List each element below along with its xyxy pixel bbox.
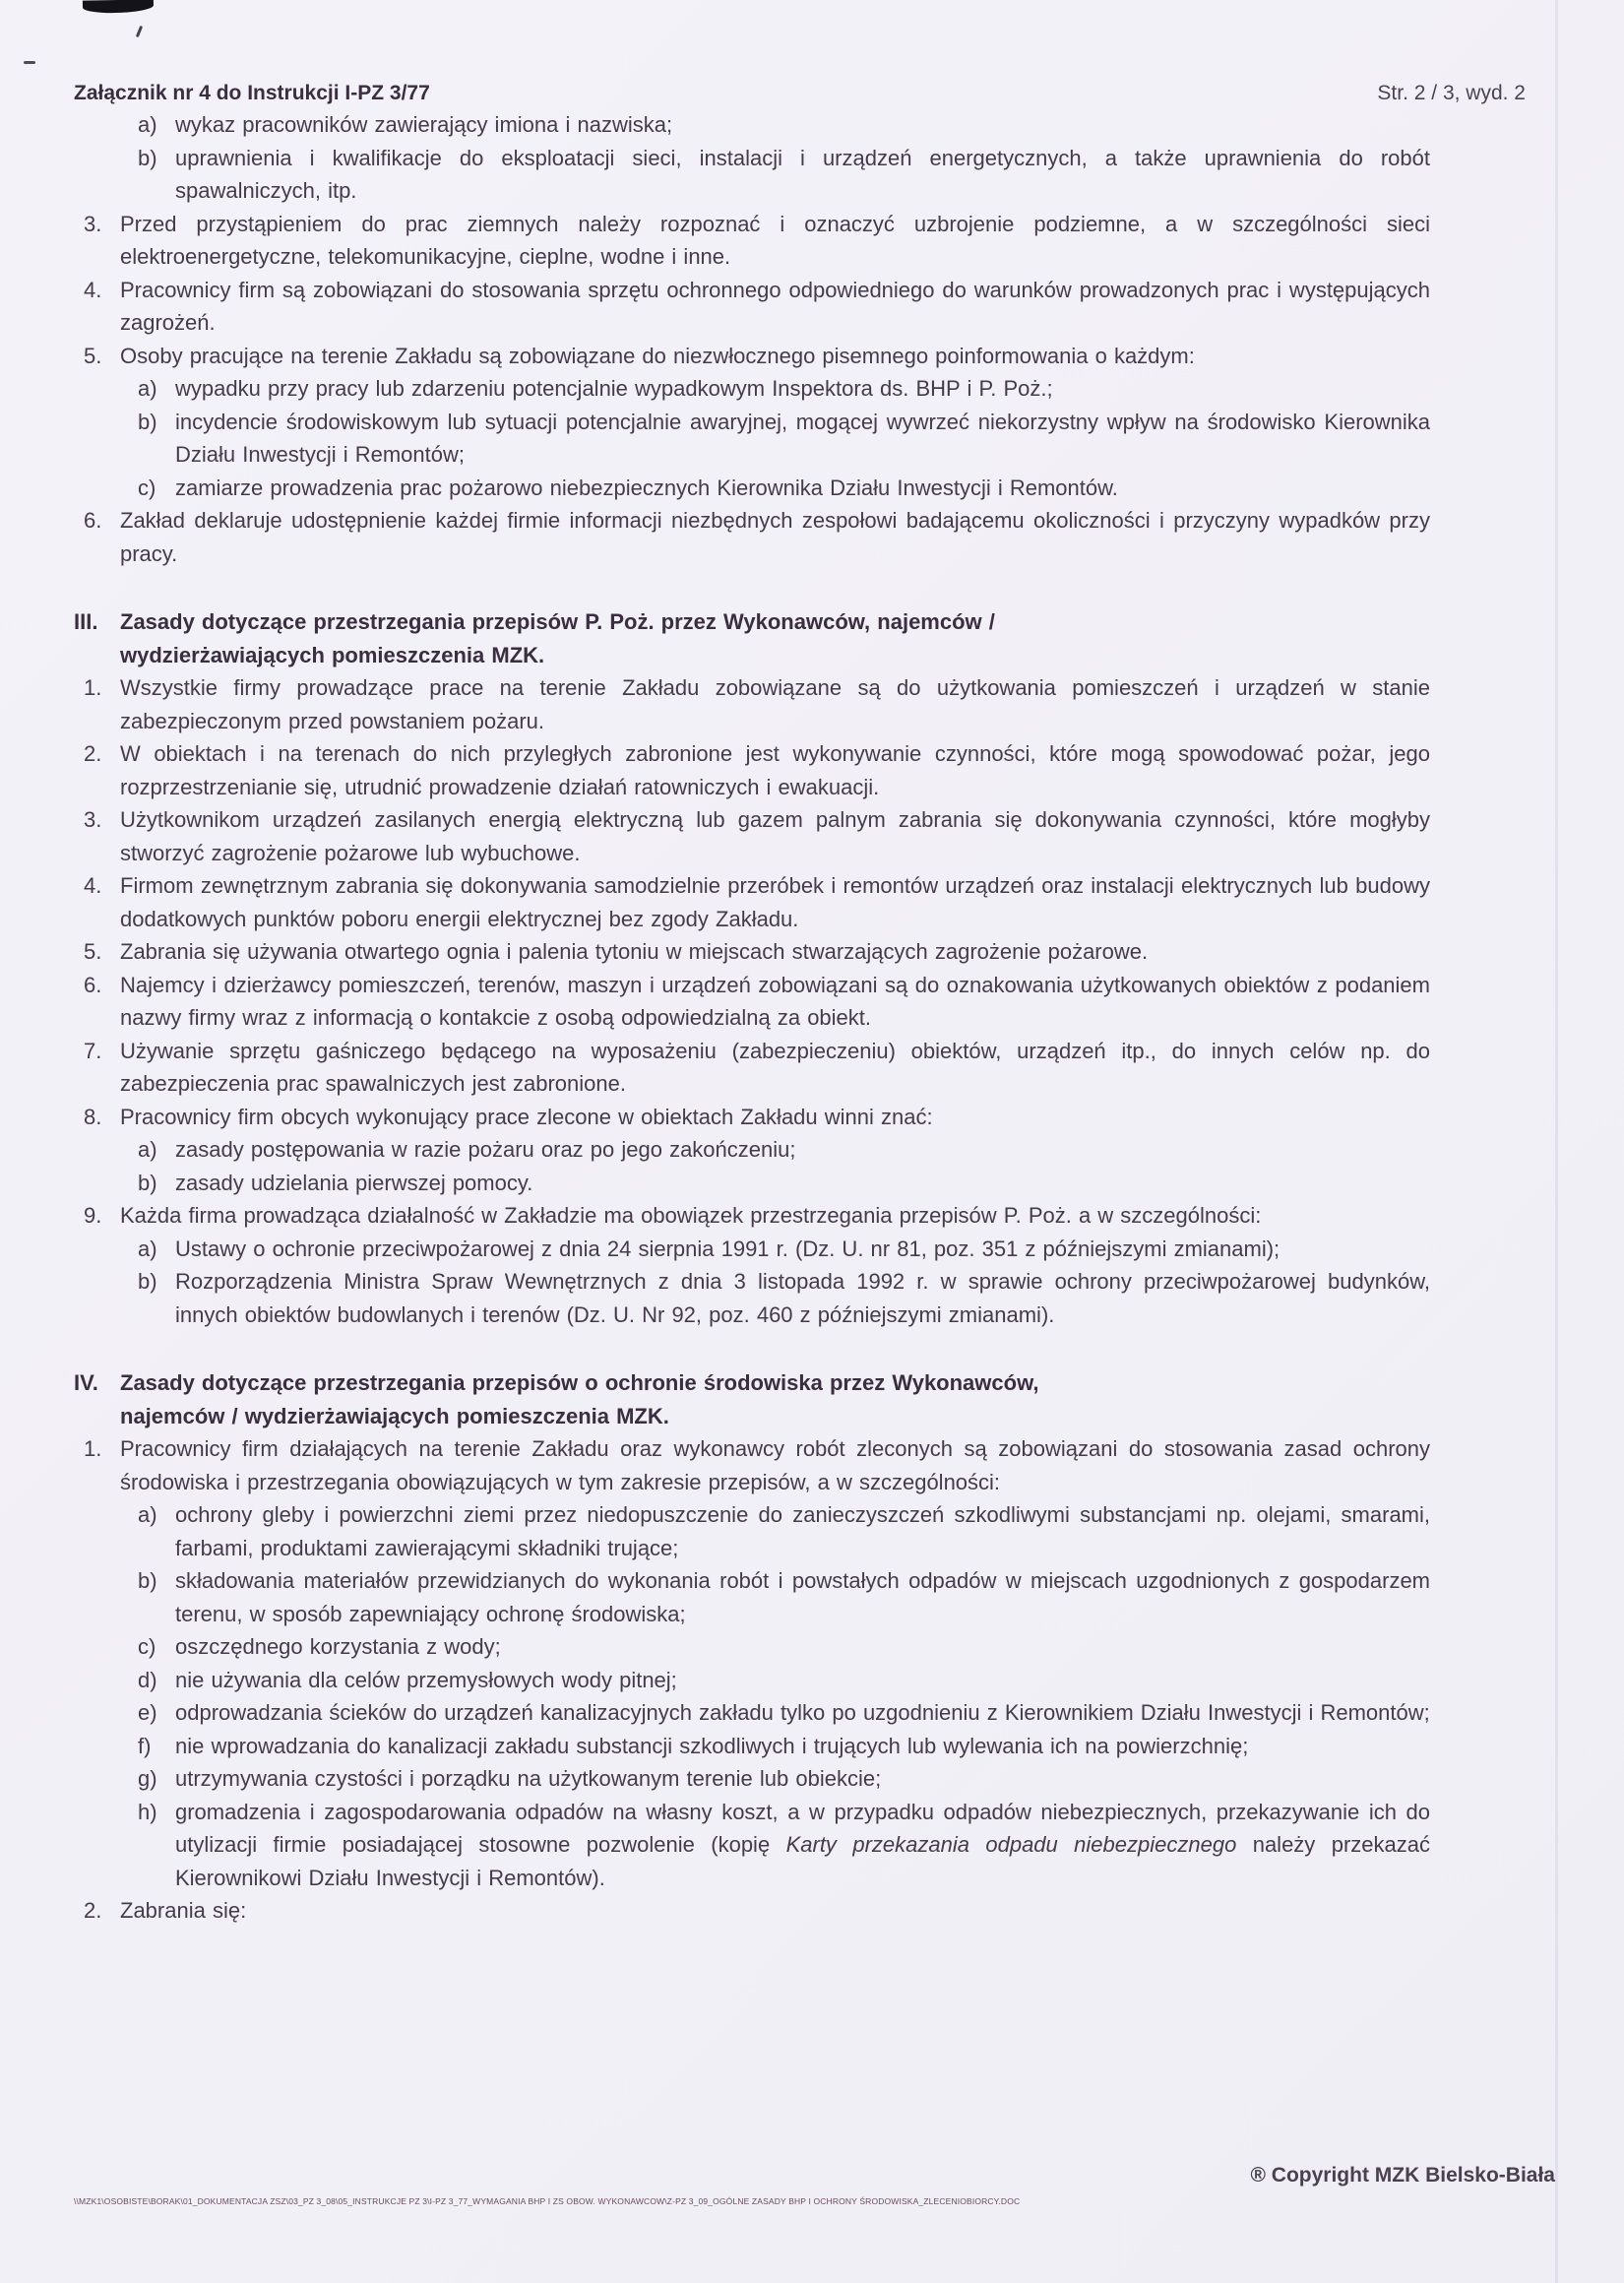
item-text: Pracownicy firm są zobowiązani do stosowania sprzętu ochronnego odpowiedniego do warunków prowadzonych prac i występujących zagrożeń. <box>120 277 1430 335</box>
list-item <box>84 935 1430 969</box>
item-letter: e) <box>138 1700 157 1725</box>
list-item <box>138 142 1430 208</box>
item-text: odprowadzania ścieków do urządzeń kanalizacyjnych zakładu tylko po uzgodnieniu z Kierownikiem Działu Inwestycji i Remontów; <box>175 1700 1430 1725</box>
item-number: 5. <box>84 343 102 368</box>
scan-artifact-dash <box>24 61 35 64</box>
item-letter: a) <box>138 376 157 401</box>
item-text: nie używania dla celów przemysłowych wody pitnej; <box>175 1667 677 1692</box>
list-item <box>84 504 1430 570</box>
item-letter: g) <box>138 1766 157 1791</box>
section-heading-4 <box>74 1366 1430 1432</box>
list-item <box>138 1796 1430 1895</box>
list-item <box>84 671 1430 737</box>
item-text: Zabrania się: <box>120 1898 247 1923</box>
list-item <box>84 340 1430 373</box>
list-item <box>84 1432 1430 1498</box>
item-number: 6. <box>84 972 102 997</box>
list-item <box>84 1199 1430 1233</box>
item-number: 8. <box>84 1104 102 1129</box>
item-text: Osoby pracujące na terenie Zakładu są zobowiązane do niezwłocznego pisemnego poinformowania o każdym: <box>120 343 1195 368</box>
item-text: Firmom zewnętrznym zabrania się dokonywania samodzielnie przeróbek i remontów urządzeń oraz instalacji elektrycznych lub budowy dodatkowych punktów poboru energii elektrycznej bez zgody Zakładu. <box>120 873 1430 931</box>
item-text: Przed przystąpieniem do prac ziemnych należy rozpoznać i oznaczyć uzbrojenie podziemne, a w szczególności sieci elektroenergetyczne, telekomunikacyjne, cieplne, wodne i inne. <box>120 211 1430 269</box>
item-text: wypadku przy pracy lub zdarzeniu potencjalnie wypadkowym Inspektora ds. BHP i P. Poż.; <box>175 376 1053 401</box>
list-item <box>84 737 1430 803</box>
item-text: Zakład deklaruje udostępnienie każdej firmie informacji niezbędnych zespołowi badającemu okoliczności i przyczyny wypadków przy pracy. <box>120 508 1430 566</box>
item-text: Rozporządzenia Ministra Spraw Wewnętrznych z dnia 3 listopada 1992 r. w sprawie ochrony przeciwpożarowej budynków, innych obiektów budowlanych i terenów (Dz. U. Nr 92, poz. 460 z późniejszymi zmianami). <box>175 1269 1430 1327</box>
list-item <box>84 208 1430 274</box>
list-item <box>84 274 1430 340</box>
page-header <box>74 81 1526 106</box>
list-item <box>138 1762 1430 1796</box>
section-title-line1: Zasady dotyczące przestrzegania przepisów P. Poż. przez Wykonawców, najemców / <box>120 609 995 634</box>
document-body <box>74 108 1430 1928</box>
item-text: zasady udzielania pierwszej pomocy. <box>175 1170 533 1195</box>
item-text: oszczędnego korzystania z wody; <box>175 1634 501 1659</box>
item-letter: c) <box>138 1634 156 1659</box>
list-item <box>84 969 1430 1035</box>
item-letter: a) <box>138 1502 157 1527</box>
section-number: IV. <box>74 1370 98 1395</box>
item-letter: a) <box>138 1137 157 1162</box>
copyright-notice: ® Copyright MZK Bielsko-Biała <box>1250 2164 1555 2187</box>
item-text-post: należy przekazać Kierownikowi Działu Inwestycji i Remontów). <box>175 1832 1430 1890</box>
list-item <box>138 1730 1430 1763</box>
item-text: Ustawy o ochronie przeciwpożarowej z dnia 24 sierpnia 1991 r. (Dz. U. nr 81, poz. 351 z późniejszymi zmianami); <box>175 1236 1280 1261</box>
item-letter: a) <box>138 1236 157 1261</box>
item-letter: f) <box>138 1733 152 1758</box>
list-item <box>84 1894 1430 1928</box>
item-letter: b) <box>138 1568 157 1593</box>
item-number: 3. <box>84 211 102 236</box>
item-letter: a) <box>138 112 157 137</box>
item-text: utrzymywania czystości i porządku na użytkowanym terenie lub obiekcie; <box>175 1766 882 1791</box>
list-item <box>138 1233 1430 1266</box>
list-item <box>138 1664 1430 1697</box>
item-text: ochrony gleby i powierzchni ziemi przez niedopuszczenie do zanieczyszczeń szkodliwymi substancjami np. olejami, smarami, farbami, produktami zawierającymi składniki trujące; <box>175 1502 1430 1560</box>
item-number: 4. <box>84 277 102 302</box>
item-text: zasady postępowania w razie pożaru oraz po jego zakończeniu; <box>175 1137 796 1162</box>
section-heading-3 <box>74 605 1430 671</box>
item-text: Pracownicy firm działających na terenie Zakładu oraz wykonawcy robót zleconych są zobowiązani do stosowania zasad ochrony środowiska i przestrzegania obowiązujących w tym zakresie przepisów, a w szczególności: <box>120 1436 1430 1494</box>
list-item <box>138 1167 1430 1200</box>
item-letter: b) <box>138 1170 157 1195</box>
document-title: Załącznik nr 4 do Instrukcji I-PZ 3/77 <box>74 82 430 104</box>
document-file-path: \\MZK1\OSOBISTE\BORAK\01_DOKUMENTACJA ZSZ\03_PZ 3_08\05_INSTRUKCJE PZ 3\I-PZ 3_77_WYMAGANIA BHP I ZS OBOW. WYKONAWCOW\Z-PZ 3_09_OGÓLNE ZASADY BHP I OCHRONY ŚRODOWISKA_ZLECENIOBIORCY.DOC <box>74 2196 1021 2206</box>
list-item <box>138 472 1430 505</box>
item-text: Najemcy i dzierżawcy pomieszczeń, terenów, maszyn i urządzeń zobowiązani są do oznakowania użytkowanych obiektów z podaniem nazwy firmy wraz z informacją o kontakcie z osobą odpowiedzialną za obiekt. <box>120 972 1430 1030</box>
item-text: Wszystkie firmy prowadzące prace na terenie Zakładu zobowiązane są do użytkowania pomieszczeń i urządzeń w stanie zabezpieczonym przed powstaniem pożaru. <box>120 675 1430 733</box>
item-text: nie wprowadzania do kanalizacji zakładu substancji szkodliwych i trujących lub wylewania ich na powierzchnię; <box>175 1733 1249 1758</box>
list-item <box>138 1630 1430 1664</box>
section-title-line1: Zasady dotyczące przestrzegania przepisów o ochronie środowiska przez Wykonawców, <box>120 1370 1039 1395</box>
item-text: Pracownicy firm obcych wykonujący prace zlecone w obiektach Zakładu winni znać: <box>120 1104 933 1129</box>
item-text: incydencie środowiskowym lub sytuacji potencjalnie awaryjnej, mogącej wywrzeć niekorzystny wpływ na środowisko Kierownika Działu Inwestycji i Remontów; <box>175 409 1430 467</box>
item-text-italic: Karty przekazania odpadu niebezpiecznego <box>785 1832 1237 1857</box>
item-number: 2. <box>84 741 102 766</box>
item-text <box>175 1796 1430 1895</box>
item-number: 6. <box>84 508 102 533</box>
list-item <box>138 372 1430 406</box>
item-number: 2. <box>84 1898 102 1923</box>
item-letter: h) <box>138 1799 157 1824</box>
item-text: uprawnienia i kwalifikacje do eksploatacji sieci, instalacji i urządzeń energetycznych, a także uprawnienia do robót spawalniczych, itp. <box>175 145 1430 203</box>
item-letter: b) <box>138 145 157 170</box>
list-item <box>84 803 1430 869</box>
item-number: 4. <box>84 873 102 898</box>
list-item <box>84 869 1430 935</box>
section-title-line2: najemców / wydzierżawiających pomieszczenia MZK. <box>120 1403 669 1428</box>
section-title <box>120 605 995 671</box>
list-item <box>138 1265 1430 1331</box>
item-letter: d) <box>138 1667 157 1692</box>
scan-artifact-streak <box>1555 0 1558 2283</box>
item-letter: b) <box>138 1269 157 1294</box>
list-item <box>138 1696 1430 1730</box>
item-number: 7. <box>84 1038 102 1063</box>
item-text: zamiarze prowadzenia prac pożarowo niebezpiecznych Kierownika Działu Inwestycji i Remontów. <box>175 475 1118 500</box>
item-number: 1. <box>84 1436 102 1461</box>
section-number: III. <box>74 609 98 634</box>
list-item <box>138 406 1430 472</box>
scan-artifact-blob <box>83 0 154 14</box>
item-letter: c) <box>138 475 156 500</box>
item-text: składowania materiałów przewidzianych do wykonania robót i powstałych odpadów w miejscach uzgodnionych z gospodarzem terenu, w sposób zapewniający ochronę środowiska; <box>175 1568 1430 1626</box>
list-item <box>138 108 1430 142</box>
section-title-line2: wydzierżawiających pomieszczenia MZK. <box>120 642 545 667</box>
list-item <box>138 1133 1430 1167</box>
item-text: Każda firma prowadząca działalność w Zakładzie ma obowiązek przestrzegania przepisów P. Poż. a w szczególności: <box>120 1203 1262 1228</box>
item-text-pre: gromadzenia i zagospodarowania odpadów na własny koszt, a w przypadku odpadów niebezpiecznych, przekazywanie ich do utylizacji firmie posiadającej stosowne pozwolenie (kopię <box>175 1799 1430 1857</box>
list-item <box>84 1035 1430 1101</box>
item-text: wykaz pracowników zawierający imiona i nazwiska; <box>175 112 673 137</box>
page-number: Str. 2 / 3, wyd. 2 <box>1377 82 1526 104</box>
list-item <box>84 1101 1430 1134</box>
item-text: Używanie sprzętu gaśniczego będącego na wyposażeniu (zabezpieczeniu) obiektów, urządzeń itp., do innych celów np. do zabezpieczenia prac spawalniczych jest zabronione. <box>120 1038 1430 1096</box>
item-number: 3. <box>84 807 102 832</box>
item-number: 5. <box>84 939 102 964</box>
scan-artifact-tick <box>136 26 143 37</box>
item-text: Zabrania się używania otwartego ognia i palenia tytoniu w miejscach stwarzających zagrożenie pożarowe. <box>120 939 1149 964</box>
item-number: 9. <box>84 1203 102 1228</box>
list-item <box>138 1498 1430 1564</box>
item-text: Użytkownikom urządzeń zasilanych energią elektryczną lub gazem palnym zabrania się dokonywania czynności, które mogłyby stworzyć zagrożenie pożarowe lub wybuchowe. <box>120 807 1430 865</box>
item-text: W obiektach i na terenach do nich przyległych zabronione jest wykonywanie czynności, które mogą spowodować pożar, jego rozprzestrzenianie się, utrudnić prowadzenie działań ratowniczych i ewakuacji. <box>120 741 1430 799</box>
section-title <box>120 1366 1038 1432</box>
item-number: 1. <box>84 675 102 700</box>
list-item <box>138 1564 1430 1630</box>
item-letter: b) <box>138 409 157 434</box>
